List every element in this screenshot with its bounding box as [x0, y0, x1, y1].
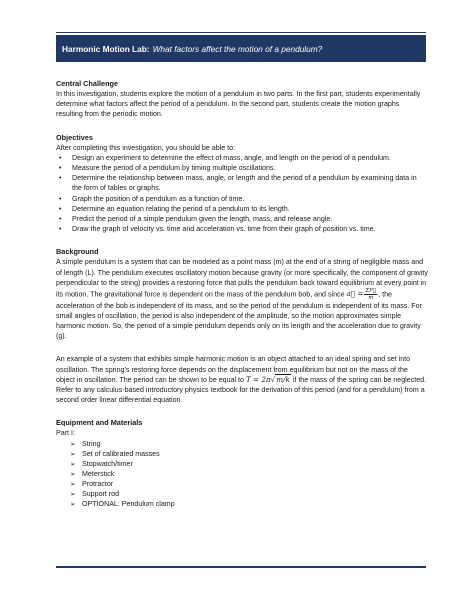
background-heading: Background — [56, 247, 99, 257]
objectives-list — [56, 153, 428, 234]
objective-item: • Design an experiment to determine the effect of mass, angle, and length on the period of a pendulum. — [56, 153, 428, 163]
acceleration-equation: a⃗ = $\frac{\Sigma F⃗}{m}$ — [346, 287, 377, 301]
equipment-item: ➢ Protractor — [56, 479, 428, 489]
top-rule — [56, 32, 426, 33]
equipment-item: ➢ String — [56, 439, 428, 449]
central-challenge-section — [56, 79, 428, 120]
equipment-heading: Equipment and Materials — [56, 418, 143, 428]
objective-item: • Determine the relationship between mass, angle, or length and the period of a pendulum by examining data in the form of tables or graphs. — [56, 173, 428, 193]
equipment-item: ➢ OPTIONAL: Pendulum clamp — [56, 499, 428, 509]
equipment-list — [56, 439, 428, 510]
equipment-item: ➢ Support rod — [56, 489, 428, 499]
objective-item: • Determine an equation relating the period of a pendulum to its length. — [56, 204, 428, 214]
objectives-intro: After completing this investigation, you should be able to: — [56, 143, 236, 152]
lab-title-banner — [56, 35, 426, 62]
bottom-rule — [56, 566, 426, 568]
objective-item: • Draw the graph of velocity vs. time and acceleration vs. time from their graph of position vs. time. — [56, 224, 428, 234]
force-over-mass-fraction: $\frac{\Sigma F⃗}{m}$ — [365, 287, 377, 301]
equipment-item: ➢ Set of calibrated masses — [56, 449, 428, 459]
objective-item: • Predict the period of a simple pendulum given the length, mass, and release angle. — [56, 214, 428, 224]
objective-item: • Measure the period of a pendulum by timing multiple oscillations. — [56, 163, 428, 173]
background-paragraph-1: A simple pendulum is a system that can be modeled as a point mass (m) at the end of a string of negligible mass and of length (L). The pendulum executes oscillatory motion because gravity (or more specifically, the component of gravity perpendicular to the string) provides a restoring force that pulls the pendulum back toward equilibrium at every point in its motion. The gravitational force is dependent on the mass of the pendulum bob, and since a⃗ = $\frac{\Sigma F⃗}{m}$ , the acceleration of the bob is independent of its mass, and so the period of the pendulum is independent of its mass. For small angles of oscillation, the period is also independent of the amplitude, so the motion approximates simple harmonic motion. So, the period of a simple pendulum depends only on its length and the acceleration due to gravity (g). — [56, 258, 428, 341]
square-root-symbol: √ — [270, 374, 276, 384]
central-challenge-heading: Central Challenge — [56, 79, 119, 88]
objective-item: • Graph the position of a pendulum as a function of time. — [56, 194, 428, 204]
equipment-section — [56, 418, 428, 509]
spring-period-equation: T = 2π√m/k — [245, 374, 290, 384]
equipment-item: ➢ Stopwatch/timer — [56, 459, 428, 469]
equipment-part-label: Part I: — [56, 429, 75, 438]
central-challenge-text: In this investigation, students explore the motion of a pendulum in two parts. In the first part, students experimentally determine what factors affect the period of a pendulum. In the second part, students create the motion graphs resulting from the periodic motion. — [56, 90, 421, 119]
equipment-item: ➢ Meterstick — [56, 469, 428, 479]
document-body — [56, 79, 428, 510]
objectives-section — [56, 133, 428, 235]
background-section — [56, 247, 428, 405]
background-paragraph-2: An example of a system that exhibits simple harmonic motion is an object attached to an ideal spring and set into oscillation. The spring’s restoring force depends on the displacement from equilibrium but not on the mass of the object in oscillation. The period can be shown to be equal to T = 2π√m/k if the mass of the spring can be neglected. Refer to any calculus-based introductory physics textbook for the derivation of this period (and for a pendulum) from a second order linear differential equation. — [56, 355, 427, 405]
lab-title: Harmonic Motion Lab: — [62, 43, 150, 54]
lab-question: What factors affect the motion of a pendulum? — [152, 43, 323, 54]
objectives-heading: Objectives — [56, 132, 93, 142]
